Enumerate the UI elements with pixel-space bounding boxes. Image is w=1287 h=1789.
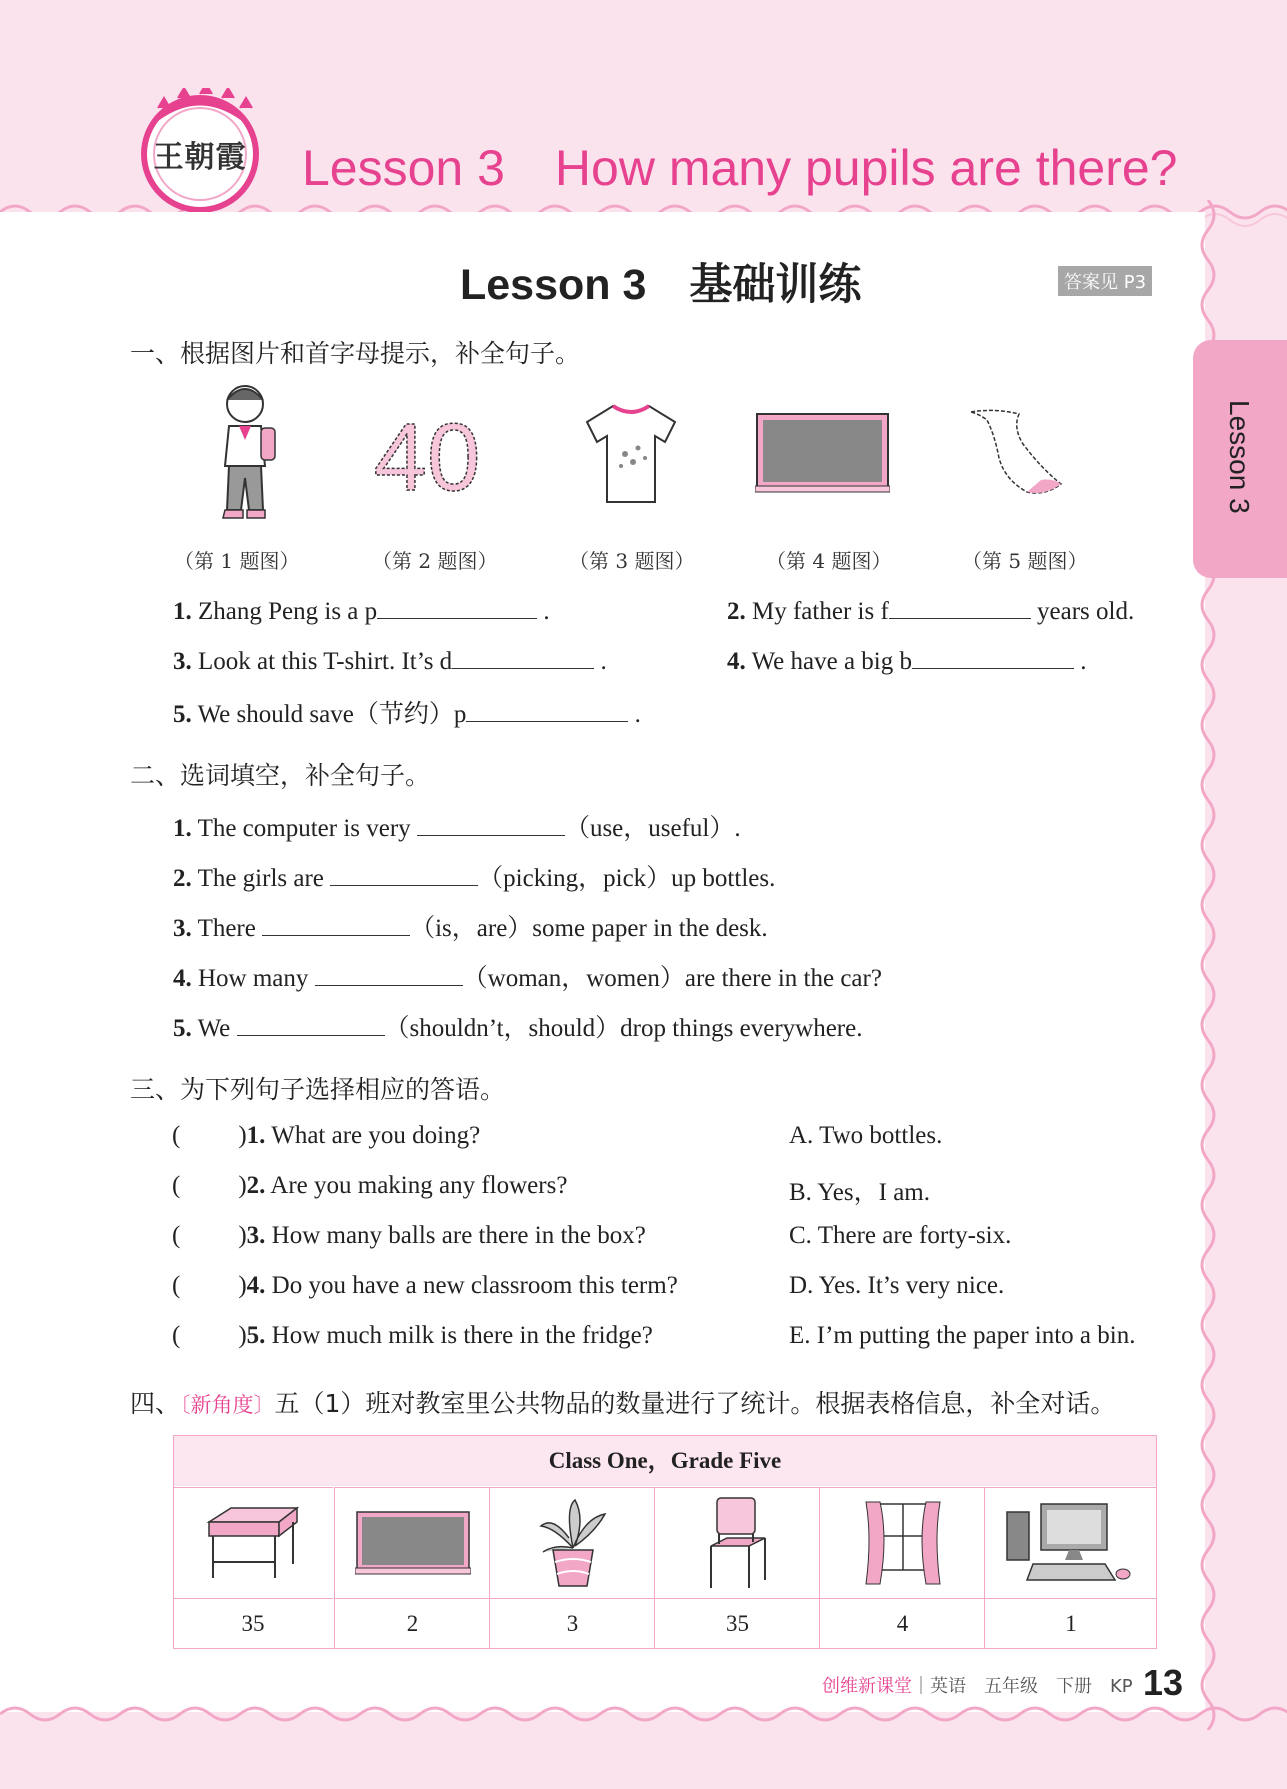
s2-item-3: 3. There （is，are）some paper in the desk. [173, 908, 768, 944]
dirty-tshirt-icon [583, 402, 679, 506]
count-blackboard: 2 [334, 1598, 490, 1649]
section4-heading: 四、〔新角度〕五（1）班对教室里公共物品的数量进行了统计。根据表格信息，补全对话。 [130, 1389, 1116, 1418]
table-title: Class One，Grade Five [174, 1436, 1156, 1486]
s1-item-1: 1. Zhang Peng is a p . [173, 594, 550, 626]
table-cell-blackboard [334, 1487, 490, 1598]
s1-item-5: 5. We should save（节约）p . [173, 694, 641, 730]
blackboard-icon [755, 412, 890, 494]
s2-item-5: 5. We （shouldn’t，should）drop things everywhere. [173, 1008, 862, 1044]
s1-answer-blank-3[interactable] [452, 644, 594, 669]
lesson-title: Lesson 3 How many pupils are there? [302, 140, 1178, 196]
picture-caption-2: （第 2 题图） [372, 549, 498, 573]
classroom-items-table [173, 1435, 1157, 1649]
section3-heading: 三、为下列句子选择相应的答语。 [130, 1075, 506, 1104]
paper-sheet-icon [965, 408, 1075, 504]
s3-question-1: ( )1. What are you doing? [172, 1122, 481, 1149]
count-computer: 1 [984, 1598, 1157, 1649]
count-desk: 35 [173, 1598, 333, 1649]
s3-question-4: ( )4. Do you have a new classroom this term? [172, 1272, 678, 1299]
desk-icon [203, 1502, 303, 1582]
s2-answer-blank-5[interactable] [237, 1011, 385, 1036]
table-cell-plant [489, 1487, 655, 1598]
s3-answer-b: B. Yes，I am. [789, 1179, 930, 1206]
page-number: 13 [1143, 1662, 1184, 1703]
s2-answer-blank-4[interactable] [315, 961, 463, 986]
section2-heading: 二、选词填空，补全句子。 [130, 761, 431, 790]
s2-item-1: 1. The computer is very （use，useful）. [173, 808, 741, 844]
s3-question-2: ( )2. Are you making any flowers? [172, 1172, 568, 1199]
picture-caption-4: （第 4 题图） [766, 549, 892, 573]
side-lesson-tab-label: Lesson 3 [1224, 400, 1255, 514]
picture-caption-1: （第 1 题图） [174, 549, 300, 573]
s3-answer-c: C. There are forty-six. [789, 1222, 1012, 1249]
s3-answer-d: D. Yes. It’s very nice. [789, 1272, 1005, 1299]
s2-answer-blank-2[interactable] [330, 861, 478, 886]
potted-plant-icon [535, 1498, 611, 1588]
count-window: 4 [819, 1598, 985, 1649]
count-chair: 35 [654, 1598, 820, 1649]
s1-answer-blank-5[interactable] [466, 697, 628, 722]
section1-heading: 一、根据图片和首字母提示，补全句子。 [130, 339, 581, 368]
s2-answer-blank-3[interactable] [262, 911, 410, 936]
s1-answer-blank-2[interactable] [889, 594, 1031, 619]
count-plant: 3 [489, 1598, 655, 1649]
publisher-logo [138, 88, 262, 212]
footer-brand: 创维新课堂 [822, 1676, 912, 1697]
s3-answer-a: A. Two bottles. [789, 1122, 943, 1149]
s3-question-3: ( )3. How many balls are there in the box? [172, 1222, 646, 1249]
answer-reference-badge: 答案见 P3 [1058, 266, 1152, 296]
table-cell-computer [984, 1487, 1157, 1598]
logo-text: 王朝霞 [153, 140, 247, 175]
picture-caption-5: （第 5 题图） [962, 549, 1088, 573]
exercise-title: Lesson 3 基础训练 [460, 261, 862, 309]
table-cell-chair [654, 1487, 820, 1598]
s2-item-2: 2. The girls are （picking，pick）up bottles. [173, 858, 775, 894]
window-curtain-icon [862, 1498, 944, 1588]
bottom-wave-border [0, 1700, 1287, 1740]
s1-item-4: 4. We have a big b . [727, 644, 1087, 676]
s1-answer-blank-1[interactable] [377, 594, 537, 619]
boy-pupil-icon [205, 382, 285, 522]
s3-answer-e: E. I’m putting the paper into a bin. [789, 1322, 1136, 1349]
s1-item-2: 2. My father is f years old. [727, 594, 1134, 626]
number-forty-icon [362, 410, 492, 500]
chair-icon [705, 1496, 771, 1592]
picture-caption-3: （第 3 题图） [569, 549, 695, 573]
s2-item-4: 4. How many （woman，women）are there in the car? [173, 958, 882, 994]
footer-info: 创维新课堂｜英语 五年级 下册 KP [822, 1676, 1133, 1697]
table-cell-desk [173, 1487, 333, 1598]
s1-item-3: 3. Look at this T-shirt. It’s d . [173, 644, 607, 676]
blackboard-table-icon [355, 1510, 471, 1576]
svg-text:40: 40 [373, 410, 481, 500]
new-angle-tag: 〔新角度〕 [180, 1393, 275, 1417]
s1-answer-blank-4[interactable] [912, 644, 1074, 669]
computer-icon [1005, 1502, 1135, 1586]
s2-answer-blank-1[interactable] [417, 811, 565, 836]
s3-question-5: ( )5. How much milk is there in the fridge? [172, 1322, 653, 1349]
table-cell-window [819, 1487, 985, 1598]
